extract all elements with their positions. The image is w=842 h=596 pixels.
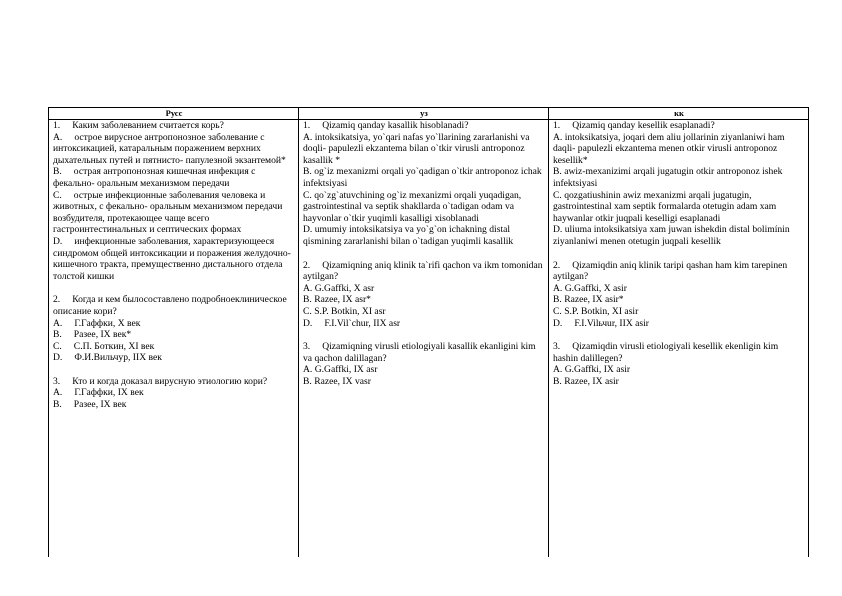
answer-option: C. S.P. Botkin, XI asir (553, 305, 639, 317)
question-stem: 2. Qizamiqning aniq klinik ta`rifi qachon va ikm tomonidan aytilgan? (303, 259, 543, 283)
answer-option: B. awiz-mexanizimi arqali jugatugin otkir antroponoz ishek infektsiyasi (553, 166, 788, 189)
answer-option: A. G.Gaffki, X asr (303, 282, 375, 294)
question-stem: 2. Когда и кем былосоставлено подробноеклиническое описание кори? (53, 294, 287, 317)
answer-option: C. S.P. Botkin, XI asr (303, 305, 386, 317)
answer-option: B. og`iz mexanizmi orqali yo`qadigan o`tkir antroponoz ichak infektsiyasi (303, 166, 542, 189)
answer-option: B. Razee, IX asir (553, 375, 619, 387)
question-stem: 1. Каким заболеванием считается корь? (53, 120, 224, 131)
answer-option: D. Ф.И.Вильчур, IIX век (53, 352, 162, 364)
question-stem: 3. Кто и когда доказал вирусную этиологию кори? (53, 375, 268, 387)
answer-option: C. qozgatiushinin awiz mexanizmi arqali jugatugin, gastrointestinal xam septik formalarda otetugin adam xam haywanlar otkir juqpali keselligi esaplanadi (553, 189, 777, 224)
question-stem: 1. Qizamiq qanday kasallik hisoblanadi? (303, 120, 469, 131)
question-stem: 1. Qizamiq qanday kesellik esaplanadi? (553, 120, 715, 131)
question-stem: 3. Qizamiqdin virusli etiologiyali kesellik ekenligin kim hashin dalillegen? (553, 341, 779, 364)
answer-option: B. Razee, IX asir* (553, 294, 624, 306)
answer-option: B. острая антропонозная кишечная инфекция с фекально- оральным механизмом передачи (53, 166, 256, 189)
answer-option: B. Razee, IX asr* (303, 294, 371, 306)
answer-option: D. uliuma intoksikatsiya xam juwan ishekdin distal bolimínin ziyanlaniwi menen otetugin juqpali kesellik (553, 224, 790, 247)
question-block (303, 341, 545, 387)
question-stem: 3. Qizamiqning virusli etiologiyali kasallik ekanligini kim va qachon dalillagan? (303, 341, 536, 364)
answer-option: B. Разее, IX век (53, 399, 127, 411)
answer-option: A. G.Gaffki, IX asir (553, 364, 631, 376)
header-russian: Русс (49, 108, 299, 120)
question-block (553, 341, 805, 387)
table-body-row (49, 120, 809, 558)
answer-option: B. Разее, IX век* (53, 329, 132, 341)
question-block (53, 294, 295, 364)
answer-option: D. F.I.Vil`chur, IIX asr (303, 317, 401, 329)
column-russian (49, 120, 299, 558)
column-uzbek (299, 120, 549, 558)
question-block (53, 120, 295, 282)
header-uzbek: уз (299, 108, 549, 120)
question-block (553, 120, 805, 248)
question-stem: 2. Qizamiqdin aniq klinik taripi qashan ham kim tarepinen aytilgan? (553, 259, 788, 283)
answer-option: A. Г.Гаффки, IX век (53, 387, 144, 399)
answer-option: A. острое вирусное антропонозное заболевание с интоксикацией, катаральным поражением верхних дыхательных путей и пятнисто- папулезной экзантемой* (53, 131, 286, 166)
header-karakalpak: кк (549, 108, 809, 120)
question-block (53, 376, 295, 411)
answer-option: A. Г.Гаффки, Х век (53, 317, 141, 329)
answer-option: C. С.П. Боткин, XI век (53, 340, 155, 352)
answer-option: D. инфекционные заболевания, характеризующееся синдромом общей интоксикации и поражения желудочно-кишечного тракта, премущественно дистального отдела толстой кишки (53, 235, 291, 282)
column-karakalpak (549, 120, 809, 558)
question-table (48, 107, 809, 557)
answer-option: A. G.Gaffki, X asir (553, 282, 627, 294)
answer-option: B. Razee, IX vasr (303, 375, 371, 387)
question-block (303, 260, 545, 330)
answer-option: A. G.Gaffki, IX asr (303, 364, 378, 376)
answer-option: A. intoksikatsiya, yo`qari nafas yo`llarining zararlanishi va doqli- papulezli ekzantema bilan o`tkir virusli antroponoz kasallik * (303, 131, 530, 166)
answer-option: A. intoksikatsiya, joqari dem aliu jollarinin ziyanlaniwi ham daqli- papulezli ekzantema menen otkir virusli antroponoz kesellik* (553, 131, 785, 166)
answer-option: D. umumiy intoksikatsiya va yo`g`on ichakning distal qismining zararlanishi bilan o`tadigan yuqimli kasallik (303, 224, 514, 247)
table-header-row (49, 108, 809, 120)
answer-option: D. F.I.Vilьчur, IIX asir (553, 317, 650, 329)
answer-option: C. qo`zg`atuvchining og`iz mexanizmi orqali yuqadigan, gastrointestinal va septik shakllarda o`tadigan odam va hayvonlar o`tkir yuqimli kasalligi xisoblanadi (303, 189, 522, 224)
question-block (303, 120, 545, 248)
question-block (553, 260, 805, 330)
answer-option: C. острые инфекционные заболевания человека и животных, с фекально- оральным механизмом передачи возбудителя, протекающее чаще всего гастроинтестинальных и септических формах (53, 189, 283, 236)
